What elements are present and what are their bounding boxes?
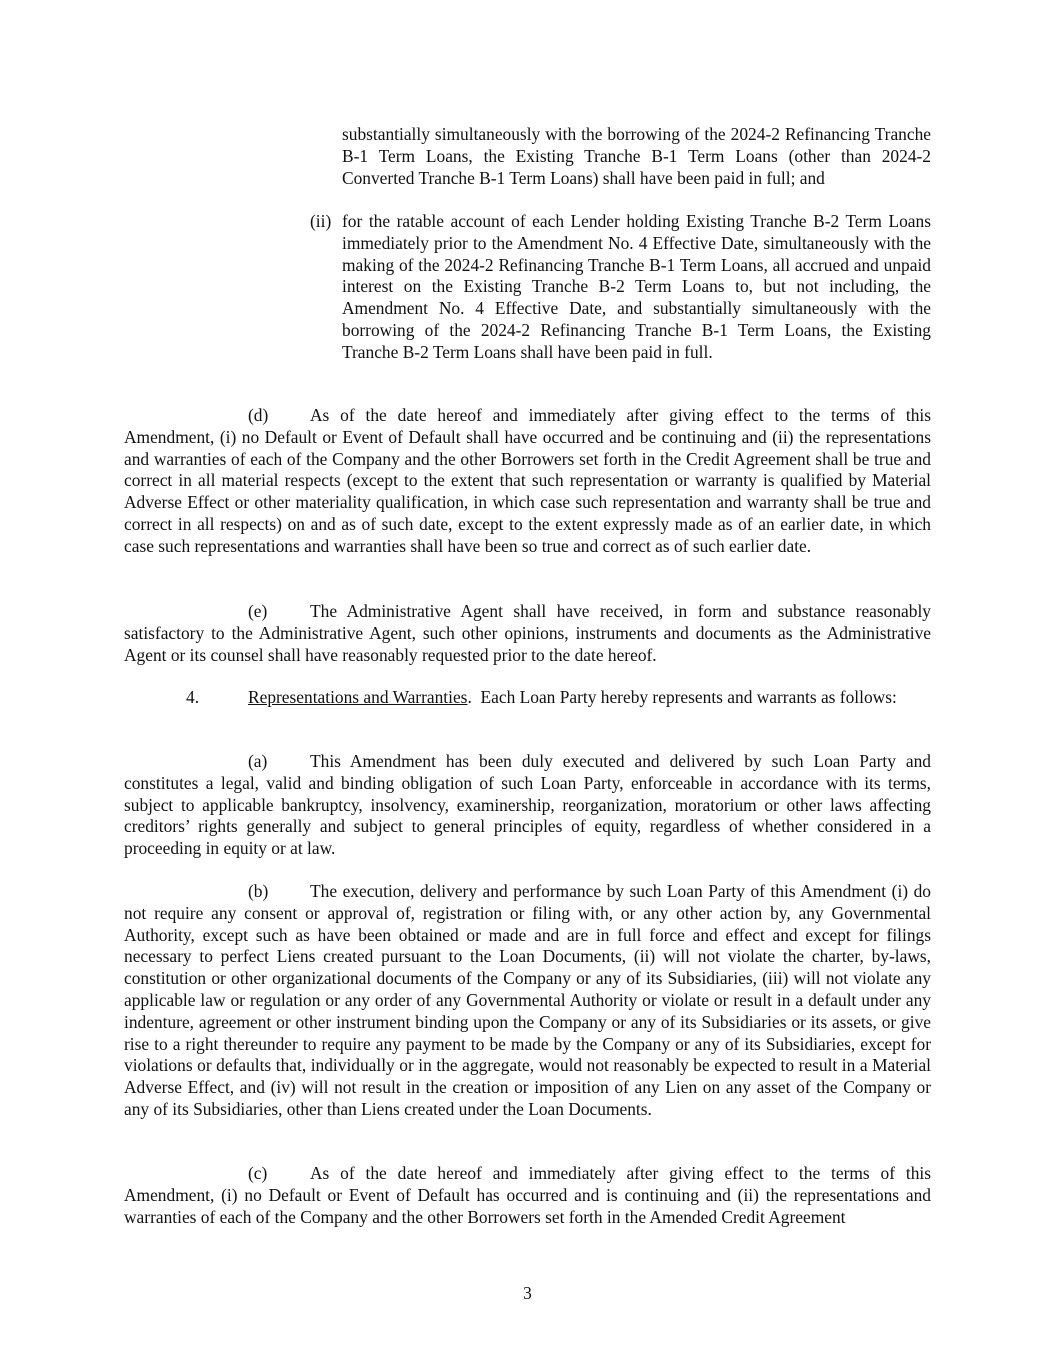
section-4-number: 4. [186,687,200,707]
paragraph-4a [124,751,931,860]
paragraph-4b-text: The execution, delivery and performance by such Loan Party of this Amendment (i) do not require any consent or approval of, registration or filing with, or any other action by, any Governmental Authority, except such as have been obtained or made and are in full force and effect and except for filings necessary to perfect Liens created pursuant to the Loan Documents, (ii) will not violate the charter, by-laws, constitution or other organizational documents of the Company or any of its Subsidiaries, (iii) will not violate any applicable law or regulation or any order of any Governmental Authority or violate or result in a default under any indenture, agreement or other instrument binding upon the Company or any of its Subsidiaries or its assets, or give rise to a right thereunder to require any payment to be made by the Company or any of its Subsidiaries, except for violations or defaults that, individually or in the aggregate, would not reasonably be expected to result in a Material Adverse Effect, and (iv) will not result in the creation or imposition of any Lien on any asset of the Company or any of its Subsidiaries, other than Liens created under the Loan Documents. [124,881,931,1119]
paragraph-4c-label: (c) [248,1163,268,1183]
continuation-paragraph: substantially simultaneously with the borrowing of the 2024-2 Refinancing Tranche B-1 Term Loans, the Existing Tranche B-1 Term Loans (other than 2024-2 Converted Tranche B-1 Term Loans) shall have been paid in full; and [342,124,931,188]
section-4-heading-suffix: . [467,687,472,707]
paragraph-4b-label: (b) [248,881,269,901]
page-number: 3 [523,1283,532,1303]
paragraph-4a-label: (a) [248,751,268,771]
paragraph-4c [124,1163,931,1228]
section-4-heading: Representations and Warranties [248,687,468,707]
section-4-paragraph [124,687,931,709]
paragraph-e-text: The Administrative Agent shall have received, in form and substance reasonably satisfactory to the Administrative Agent, such other opinions, instruments and documents as the Administrative Agent or its counsel shall have reasonably requested prior to the date hereof. [124,601,931,665]
paragraph-4a-text: This Amendment has been duly executed and delivered by such Loan Party and constitutes a legal, valid and binding obligation of such Loan Party, enforceable in accordance with its terms, subject to applicable bankruptcy, insolvency, examinership, reorganization, moratorium or other laws affecting creditors’ rights generally and subject to general principles of equity, regardless of whether considered in a proceeding in equity or at law. [124,751,931,859]
clause-ii-label: (ii) [310,211,332,231]
paragraph-4c-text: As of the date hereof and immediately after giving effect to the terms of this Amendment, (i) no Default or Event of Default has occurred and is continuing and (ii) the representations and warranties of each of the Company and the other Borrowers set forth in the Amended Credit Agreement [124,1163,931,1227]
paragraph-e-label: (e) [248,601,268,621]
paragraph-d-text: As of the date hereof and immediately after giving effect to the terms of this Amendment, (i) no Default or Event of Default shall have occurred and be continuing and (ii) the representations and warranties of each of the Company and the other Borrowers set forth in the Credit Agreement shall be true and correct in all material respects (except to the extent that such representation or warranty is qualified by Material Adverse Effect or other materiality qualification, in which case such representation and warranty shall be true and correct in all respects) on and as of such date, except to the extent expressly made as of an earlier date, in which case such representations and warranties shall have been so true and correct as of such earlier date. [124,405,931,556]
paragraph-d-label: (d) [248,405,269,425]
paragraph-e [124,601,931,666]
paragraph-4b [124,881,931,1121]
clause-ii-text: for the ratable account of each Lender holding Existing Tranche B-2 Term Loans immediately prior to the Amendment No. 4 Effective Date, simultaneously with the making of the 2024-2 Refinancing Tranche B-1 Term Loans, all accrued and unpaid interest on the Existing Tranche B-2 Term Loans to, but not including, the Amendment No. 4 Effective Date, and substantially simultaneously with the borrowing of the 2024-2 Refinancing Tranche B-1 Term Loans, the Existing Tranche B-2 Term Loans shall have been paid in full. [342,211,931,362]
section-4-text: Each Loan Party hereby represents and warrants as follows: [480,687,897,707]
paragraph-d [124,405,931,558]
clause-ii-paragraph [310,211,931,364]
